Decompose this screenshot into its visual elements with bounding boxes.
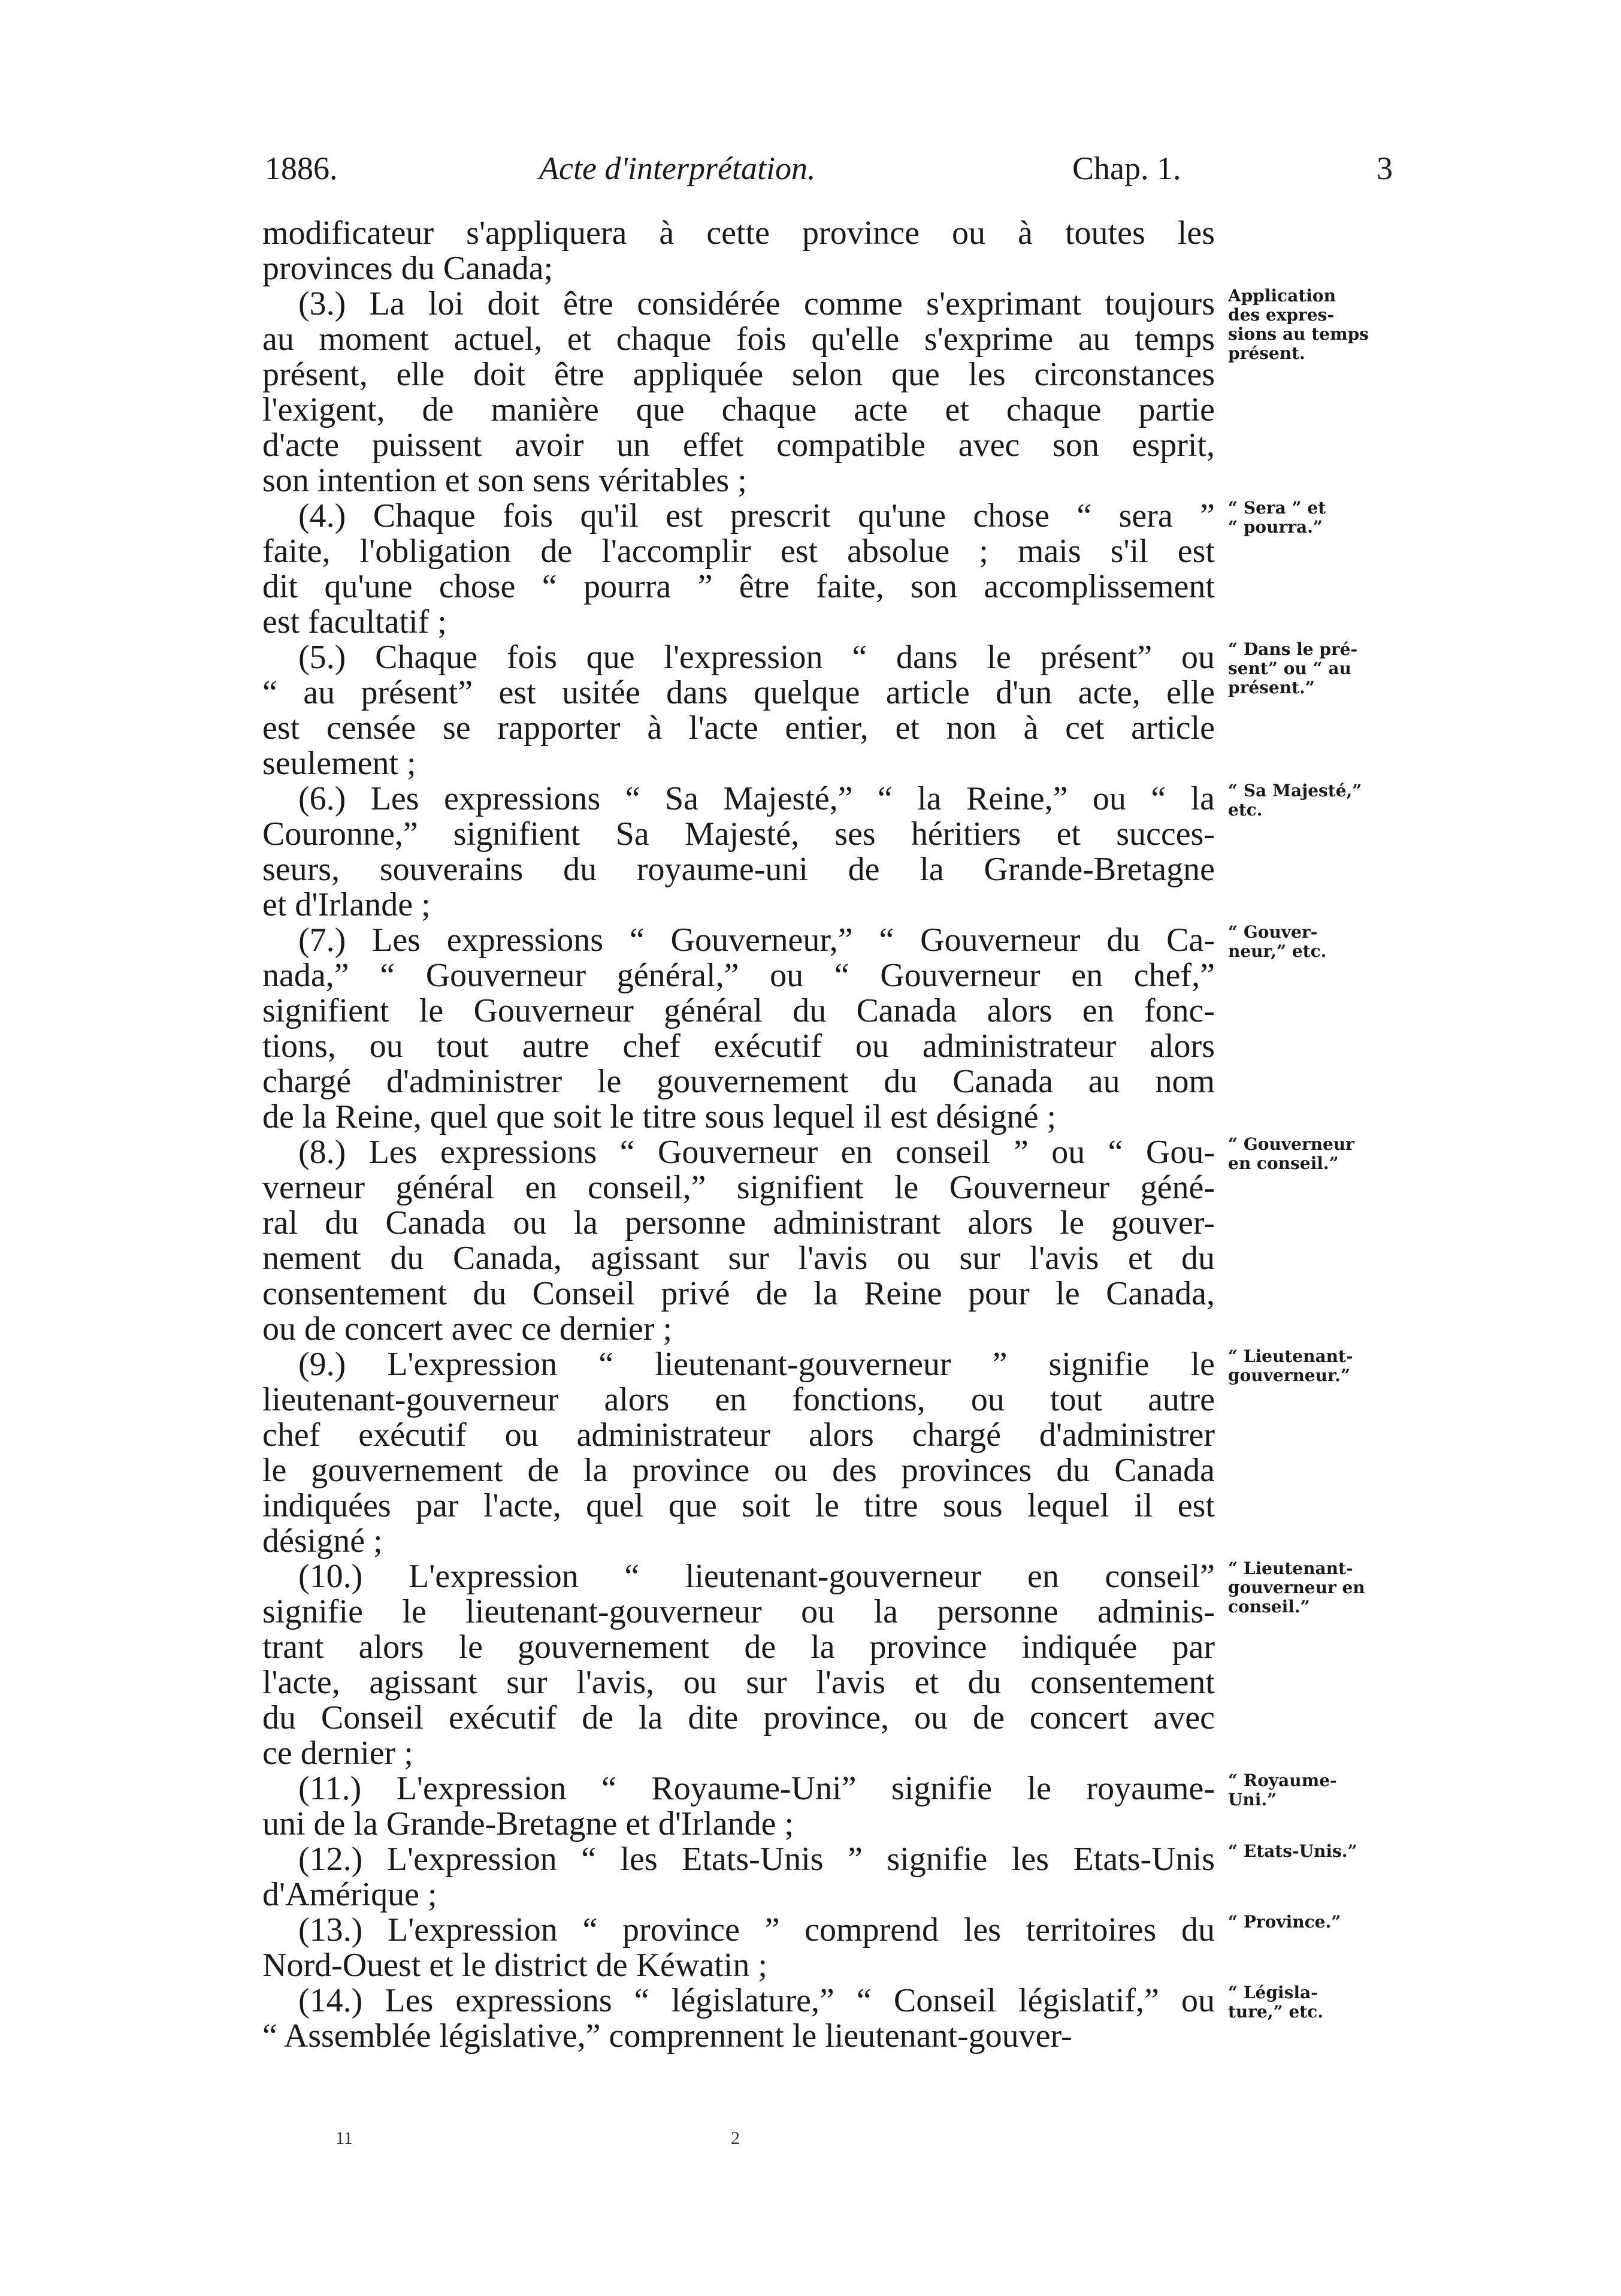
text-line: nada,” “ Gouverneur général,” ou “ Gouverneur en chef,” [262,957,1215,994]
text-line: chargé d'administrer le gouvernement du Canada au nom [262,1063,1215,1100]
margin-note-line: sions au temps [1228,324,1369,344]
margin-note-line: neur,” etc. [1228,941,1327,961]
text-line: seurs, souverains du royaume-uni de la Grande-Bretagne [262,851,1215,888]
text-line: “ Assemblée législative,” comprennent le lieutenant-gouver- [262,2017,1072,2055]
margin-note [1228,781,1408,820]
text-line: uni de la Grande-Bretagne et d'Irlande ; [262,1805,794,1842]
body-text [262,216,1489,2054]
text-line: signifient le Gouverneur général du Canada alors en fonc- [262,992,1215,1029]
margin-note-line: sent” ou “ au [1228,658,1351,678]
margin-note [1228,1983,1408,2022]
header-title: Acte d'interprétation. [539,150,816,186]
margin-note-line: “ Etats-Unis.” [1228,1841,1357,1861]
margin-note [1228,1913,1408,1932]
margin-note [1228,286,1408,363]
margin-note-line: “ Lieutenant- [1228,1346,1353,1366]
text-line: Nord-Ouest et le district de Kéwatin ; [262,1947,767,1984]
margin-note-line: “ Lieutenant- [1228,1558,1353,1578]
text-line: (10.) L'expression “ lieutenant-gouverneur en conseil” [298,1558,1215,1595]
text-line: provinces du Canada; [262,250,554,287]
text-line: présent, elle doit être appliquée selon que les circonstances [262,356,1215,393]
text-line: (11.) L'expression “ Royaume-Uni” signifie le royaume- [298,1770,1215,1807]
margin-note-line: des expres- [1228,305,1334,325]
text-line: consentement du Conseil privé de la Reine pour le Canada, [262,1275,1215,1312]
text-line: l'acte, agissant sur l'avis, ou sur l'avis et du consentement [262,1664,1215,1701]
margin-note [1228,1559,1408,1617]
text-line: verneur général en conseil,” signifient le Gouverneur géné- [262,1169,1215,1206]
text-line: ce dernier ; [262,1735,413,1772]
text-line: (7.) Les expressions “ Gouverneur,” “ Gouverneur du Ca- [298,922,1215,959]
margin-note-line: “ Législa- [1228,1983,1318,2002]
paragraph [262,640,1489,781]
margin-note-line: “ Gouverneur [1228,1134,1354,1154]
text-line: chef exécutif ou administrateur alors chargé d'administrer [262,1416,1215,1454]
text-line: (3.) La loi doit être considérée comme s'exprimant toujours [298,285,1215,322]
text-line: du Conseil exécutif de la dite province, ou de concert avec [262,1699,1215,1736]
text-line: de la Reine, quel que soit le titre sous lequel il est désigné ; [262,1098,1057,1135]
text-line: (14.) Les expressions “ législature,” “ Conseil législatif,” ou [298,1982,1215,2019]
paragraph [262,781,1489,923]
text-line: trant alors le gouvernement de la province indiquée par [262,1629,1215,1666]
paragraph [262,1842,1489,1913]
margin-note [1228,499,1408,537]
paragraph [262,1913,1489,1983]
text-line: modificateur s'appliquera à cette province ou à toutes les [262,215,1215,252]
paragraph [262,1347,1489,1559]
text-line: faite, l'obligation de l'accomplir est absolue ; mais s'il est [262,533,1215,570]
margin-note [1228,1842,1408,1861]
text-line: indiquées par l'acte, quel que soit le titre sous lequel il est [262,1487,1215,1524]
text-line: est facultatif ; [262,603,447,641]
text-line: seulement ; [262,745,416,782]
header-page-number: 3 [1377,150,1393,186]
margin-note-line: présent.” [1228,678,1315,697]
text-line: d'acte puissent avoir un effet compatible avec son esprit, [262,427,1215,464]
text-line: tions, ou tout autre chef exécutif ou administrateur alors [262,1028,1215,1065]
margin-note-line: “ Sa Majesté,” [1228,781,1362,800]
margin-note [1228,923,1408,961]
printer-mark: 2 [731,2128,740,2148]
text-line: (9.) L'expression “ lieutenant-gouverneur ” signifie le [298,1346,1215,1383]
paragraph [262,1135,1489,1347]
text-line: “ au présent” est usitée dans quelque article d'un acte, elle [262,674,1215,711]
paragraph [262,923,1489,1135]
margin-note-line: “ Province.” [1228,1912,1341,1932]
text-line: Couronne,” signifient Sa Majesté, ses héritiers et succes- [262,815,1215,853]
margin-note-line: etc. [1228,800,1263,820]
text-line: (5.) Chaque fois que l'expression “ dans le présent” ou [298,639,1215,676]
paragraph [262,1983,1489,2054]
text-line: au moment actuel, et chaque fois qu'elle s'exprime au temps [262,321,1215,358]
margin-note-line: Application [1228,286,1336,306]
text-line: nement du Canada, agissant sur l'avis ou sur l'avis et du [262,1240,1215,1277]
margin-note-line: en conseil.” [1228,1153,1339,1173]
text-line: et d'Irlande ; [262,886,431,923]
paragraph [262,216,1489,286]
margin-note-line: “ Sera ” et [1228,498,1326,518]
paragraph [262,1559,1489,1771]
text-line: (4.) Chaque fois qu'il est prescrit qu'une chose “ sera ” [298,497,1215,534]
margin-note [1228,1135,1408,1173]
margin-note-line: conseil.” [1228,1597,1310,1617]
margin-note [1228,1771,1408,1809]
text-line: dit qu'une chose “ pourra ” être faite, son accomplissement [262,568,1215,605]
margin-note-line: gouverneur.” [1228,1365,1351,1385]
text-line: d'Amérique ; [262,1876,437,1913]
text-line: (13.) L'expression “ province ” comprend les territoires du [298,1911,1215,1948]
margin-note-line: “ Royaume- [1228,1771,1337,1790]
margin-note-line: gouverneur en [1228,1578,1365,1597]
text-line: l'exigent, de manière que chaque acte et chaque partie [262,391,1215,428]
text-line: ou de concert avec ce dernier ; [262,1310,673,1348]
text-line: est censée se rapporter à l'acte entier, et non à cet article [262,709,1215,747]
text-line: le gouvernement de la province ou des provinces du Canada [262,1452,1215,1489]
margin-note [1228,640,1408,697]
margin-note-line: “ pourra.” [1228,517,1323,537]
text-line: lieutenant-gouverneur alors en fonctions, ou tout autre [262,1381,1215,1418]
paragraph [262,286,1489,499]
margin-note-line: “ Gouver- [1228,922,1318,942]
text-line: (8.) Les expressions “ Gouverneur en conseil ” ou “ Gou- [298,1134,1215,1171]
text-line: signifie le lieutenant-gouverneur ou la personne adminis- [262,1593,1215,1630]
header-year: 1886. [265,150,338,186]
signature-mark: 11 [335,2128,353,2148]
text-line: (12.) L'expression “ les Etats-Unis ” signifie les Etats-Unis [298,1841,1215,1878]
running-head [265,150,1397,192]
text-line: ral du Canada ou la personne administrant alors le gouver- [262,1204,1215,1241]
margin-note-line: Uni.” [1228,1790,1277,1809]
margin-note-line: ture,” etc. [1228,2002,1324,2022]
margin-note-line: “ Dans le pré- [1228,639,1358,659]
margin-note [1228,1347,1408,1385]
text-line: (6.) Les expressions “ Sa Majesté,” “ la Reine,” ou “ la [298,780,1215,817]
text-line: désigné ; [262,1522,383,1560]
paragraph [262,1771,1489,1842]
text-line: son intention et son sens véritables ; [262,462,747,499]
header-chapter: Chap. 1. [1072,150,1181,186]
margin-note-line: présent. [1228,343,1305,363]
paragraph [262,499,1489,640]
